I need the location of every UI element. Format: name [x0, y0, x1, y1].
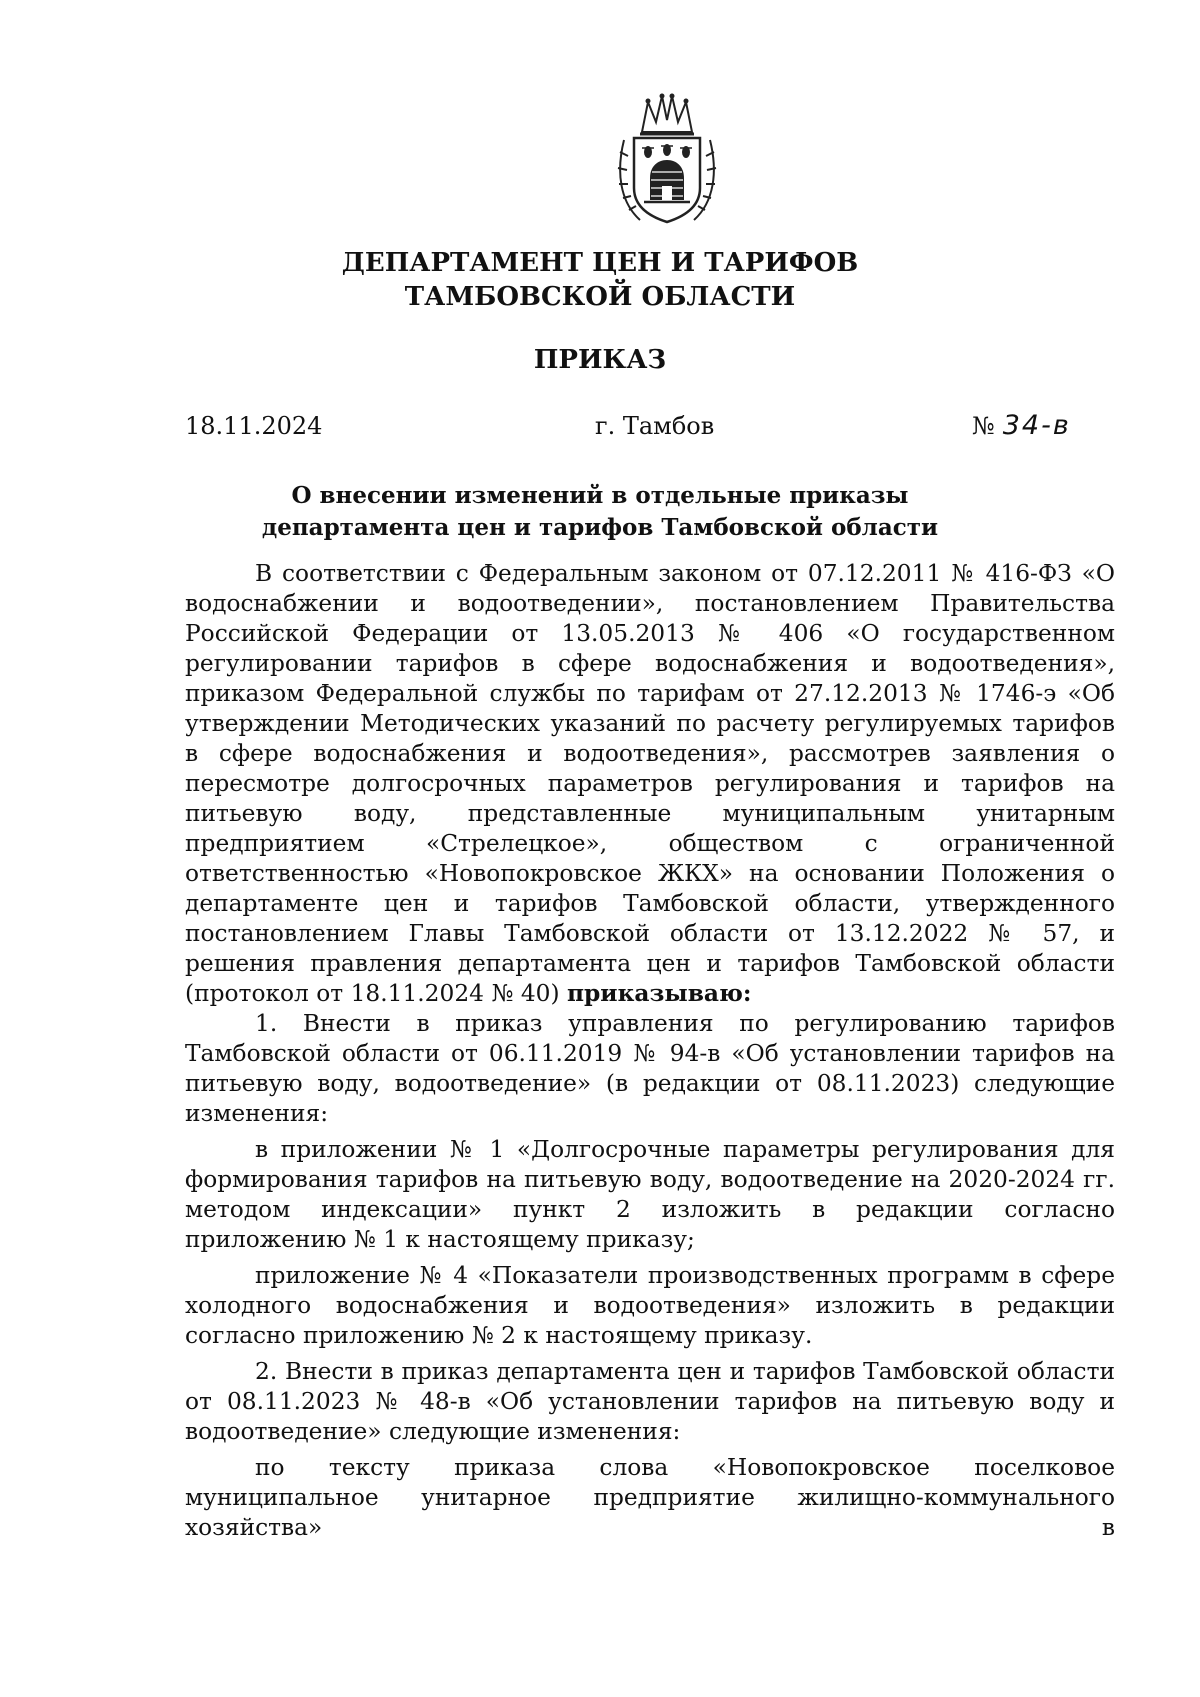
preamble-text: В соответствии с Федеральным законом от 07.12.2011 № 416-ФЗ «О водоснабжении и водоотведении», постановлением Правительства Российской Федерации от 13.05.2013 № 406 «О государственном регулировании тарифов в сфере водоснабжения и водоотведения», приказом Федеральной службы по тарифам от 27.12.2013 № 1746-э «Об утверждении Методических указаний по расчету регулируемых тарифов в сфере водоснабжения и водоотведения», рассмотрев заявления о пересмотре долгосрочных параметров регулирования и тарифов на питьевую воду, представленные муниципальным унитарным предприятием «Стрелецкое», обществом с ограниченной ответственностью «Новопокровское ЖКХ» на основании Положения о департаменте цен и тарифов Тамбовской области, утвержденного постановлением Главы Тамбовской области от 13.12.2022 № 57, и решения правления департамента цен и тарифов Тамбовской области (протокол от 18.11.2024 № 40)	[185, 560, 1115, 1007]
subject-line1: О внесении изменений в отдельные приказы	[291, 482, 909, 509]
item-1b-paragraph: приложение № 4 «Показатели производственных программ в сфере холодного водоснабжения и водоотведения» изложить в редакции согласно приложению № 2 к настоящему приказу.	[185, 1262, 1115, 1349]
order-body	[185, 559, 1115, 1549]
department-name-line2: ТАМБОВСКОЙ ОБЛАСТИ	[404, 282, 796, 312]
order-subject	[0, 480, 1200, 544]
preamble-operative-word: приказываю:	[566, 980, 752, 1007]
preamble-paragraph	[185, 559, 1115, 1009]
order-city: г. Тамбов	[595, 412, 715, 440]
item-1a-paragraph: в приложении № 1 «Долгосрочные параметры регулирования для формирования тарифов на питьевую воду, водоотведение на 2020-2024 гг. методом индексации» пункт 2 изложить в редакции согласно приложению № 1 к настоящему приказу;	[185, 1136, 1115, 1253]
document-title: ПРИКАЗ	[533, 345, 667, 375]
coat-of-arms-emblem	[610, 92, 725, 227]
subject-line2: департамента цен и тарифов Тамбовской области	[261, 514, 939, 541]
item-1-paragraph: 1. Внести в приказ управления по регулированию тарифов Тамбовской области от 06.11.2019 № 94-в «Об установлении тарифов на питьевую воду, водоотведение» (в редакции от 08.11.2023) следующие изменения:	[185, 1010, 1115, 1127]
order-number	[972, 410, 1071, 441]
handwritten-order-number: 34-в	[1002, 410, 1071, 441]
number-sign: №	[972, 412, 995, 440]
item-2-paragraph: 2. Внести в приказ департамента цен и тарифов Тамбовской области от 08.11.2023 № 48-в «Об установлении тарифов на питьевую воду и водоотведение» следующие изменения:	[185, 1358, 1115, 1445]
department-name-line1: ДЕПАРТАМЕНТ ЦЕН И ТАРИФОВ	[341, 248, 859, 278]
order-date: 18.11.2024	[185, 412, 323, 440]
item-2a-paragraph: по тексту приказа слова «Новопокровское поселковое муниципальное унитарное предприятие жилищно-коммунального хозяйства» в	[185, 1454, 1115, 1541]
